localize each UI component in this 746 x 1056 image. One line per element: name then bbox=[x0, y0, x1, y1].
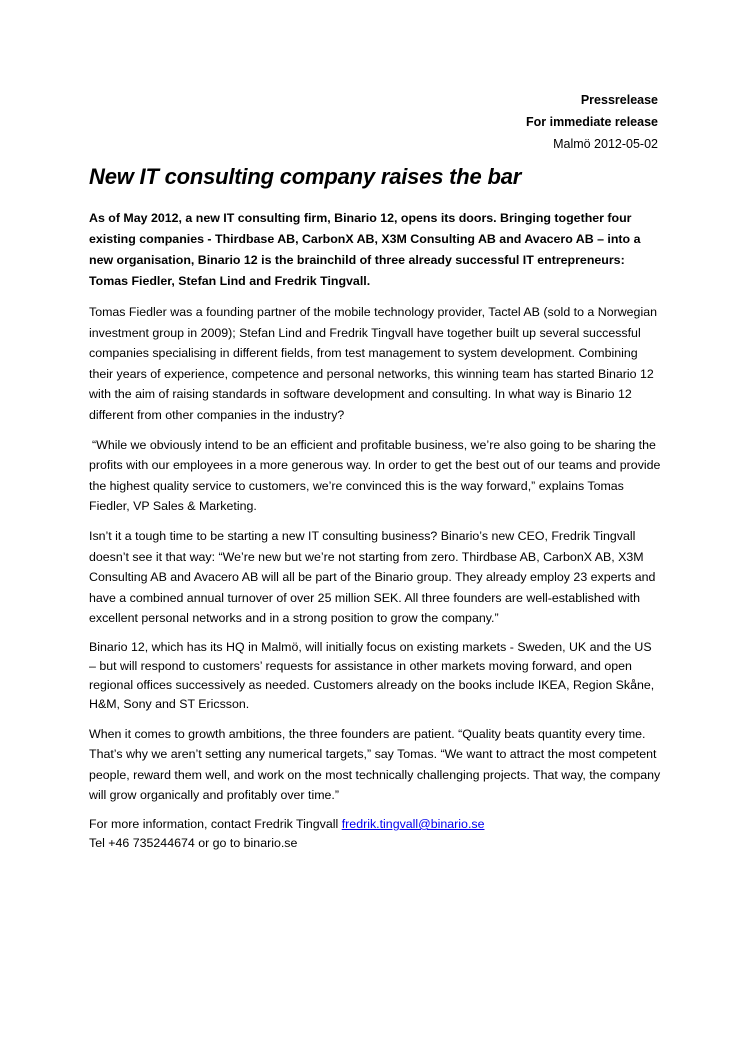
pressrelease-label: Pressrelease bbox=[580, 93, 658, 107]
body-paragraph-ceo: Isn’t it a tough time to be starting a new IT consulting business? Binario’s new CEO, Fredrik Tingvall doesn’t see it that way: “We’re new but we’re not starting from zero. Thirdbase AB, CarbonX AB, X3M Consulting AB and Avacero AB will all be part of the Binario group. They already employ 23 experts and have a combined annual turnover of over 25 million SEK. All three founders are well-established with excellent personal networks and in a strong position to grow the company.” bbox=[89, 529, 656, 625]
contact-email-link[interactable]: fredrik.tingvall@binario.se bbox=[341, 817, 485, 831]
release-body bbox=[89, 208, 661, 853]
release-header bbox=[526, 89, 658, 155]
page-title: New IT consulting company raises the bar bbox=[89, 164, 522, 189]
body-paragraph-markets: Binario 12, which has its HQ in Malmö, will initially focus on existing markets - Sweden, UK and the US – but will respond to customers’ requests for assistance in other markets moving forward, and open regional offices successively as needed. Customers already on the books include IKEA, Region Skåne, H&M, Sony and ST Ericsson. bbox=[89, 640, 655, 711]
contact-intro: For more information, contact Fredrik Tingvall bbox=[89, 817, 342, 831]
location-date: Malmö 2012-05-02 bbox=[553, 137, 658, 151]
contact-phone-line: Tel +46 735244674 or go to binario.se bbox=[89, 836, 298, 850]
body-paragraph-founders: Tomas Fiedler was a founding partner of the mobile technology provider, Tactel AB (sold to a Norwegian investment group in 2009); Stefan Lind and Fredrik Tingvall have together built up several successful companies specialising in different fields, from test management to system development. Combining their years of experience, competence and personal networks, this winning team has started Binario 12 with the aim of raising standards in software development and consulting. In what way is Binario 12 different from other companies in the industry? bbox=[89, 305, 657, 422]
contact-block bbox=[89, 815, 661, 853]
body-paragraph-growth: When it comes to growth ambitions, the three founders are patient. “Quality beats quantity every time. That’s why we aren’t setting any numerical targets,” say Tomas. “We want to attract the most competent people, reward them well, and work on the most technically challenging projects. That way, the company will grow organically and profitably over time.” bbox=[89, 726, 661, 802]
body-paragraph-quote: “While we obviously intend to be an efficient and profitable business, we’re also going to be sharing the profits with our employees in a more generous way. In order to get the best out of our teams and provide the highest quality service to customers, we’re convinced this is the way forward,” explains Tomas Fiedler, VP Sales & Marketing. bbox=[89, 437, 661, 513]
release-type-label: For immediate release bbox=[525, 115, 658, 129]
contact-email-line bbox=[89, 815, 661, 834]
lead-paragraph: As of May 2012, a new IT consulting firm, Binario 12, opens its doors. Bringing together four existing companies - Thirdbase AB, CarbonX AB, X3M Consulting AB and Avacero AB – into a new organisation, Binario 12 is the brainchild of three already successful IT entrepreneurs: Tomas Fiedler, Stefan Lind and Fredrik Tingvall. bbox=[89, 211, 641, 288]
